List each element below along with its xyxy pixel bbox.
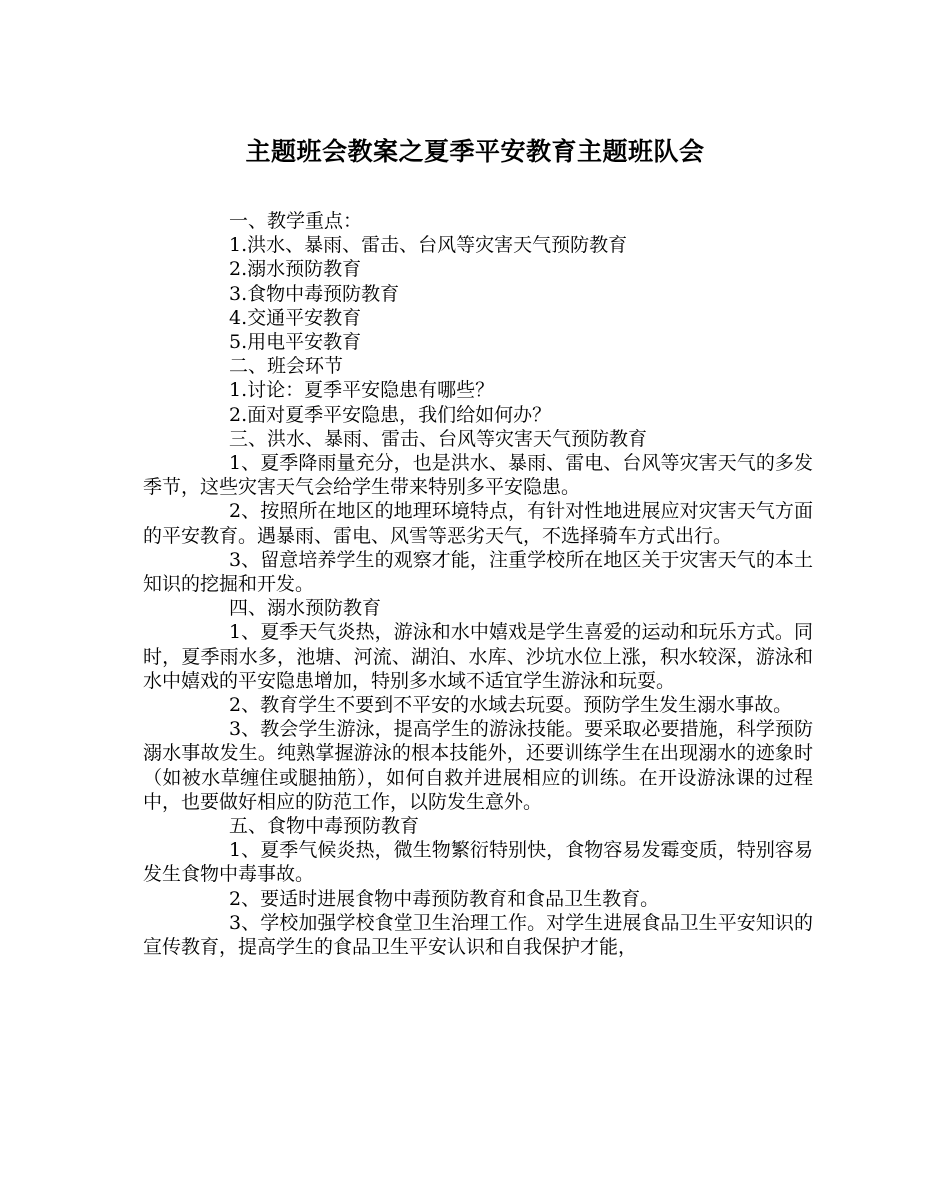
paragraph-food-2: 2、要适时进展食物中毒预防教育和食品卫生教育。: [229, 887, 660, 910]
paragraph-drowning-2: 2、教育学生不要到不平安的水域去玩耍。预防学生发生溺水事故。: [229, 694, 793, 717]
heading-teaching-focus: 一、教学重点：: [229, 210, 363, 232]
list-item-focus-4: 4.交通平安教育: [229, 306, 362, 329]
list-item-session-1: 1.讨论：夏季平安隐患有哪些？: [229, 379, 495, 402]
paragraph-drowning-1: 1、夏季天气炎热，游泳和水中嬉戏是学生喜爱的运动和玩乐方式。同时，夏季雨水多，池塘、河流、湖泊、水库、沙坑水位上涨，积水较深，游泳和水中嬉戏的平安隐患增加，特别多水域不适宜学生游泳和玩耍。: [143, 621, 813, 692]
list-item-focus-2: 2.溺水预防教育: [229, 258, 362, 281]
list-item-session-2: 2.面对夏季平安隐患，我们给如何办？: [229, 403, 552, 426]
list-item-focus-3: 3.食物中毒预防教育: [229, 282, 400, 305]
list-item-focus-1: 1.洪水、暴雨、雷击、台风等灾害天气预防教育: [229, 234, 628, 257]
document-title: 主题班会教案之夏季平安教育主题班队会: [245, 137, 705, 166]
paragraph-drowning-3: 3、教会学生游泳，提高学生的游泳技能。要采取必要措施，科学预防溺水事故发生。纯熟掌握游泳的根本技能外，还要训练学生在出现溺水的迹象时（如被水草缠住或腿抽筋），如何自救并进展相应的训练。在开设游泳课的过程中，也要做好相应的防范工作，以防发生意外。: [143, 718, 813, 813]
list-item-focus-5: 5.用电平安教育: [229, 331, 362, 354]
heading-drowning-prevention: 四、溺水预防教育: [229, 597, 382, 620]
heading-class-session: 二、班会环节: [229, 355, 344, 378]
paragraph-weather-3: 3、留意培养学生的观察才能，注重学校所在地区关于灾害天气的本土知识的挖掘和开发。: [143, 548, 813, 596]
paragraph-weather-1: 1、夏季降雨量充分，也是洪水、暴雨、雷电、台风等灾害天气的多发季节，这些灾害天气会给学生带来特别多平安隐患。: [143, 452, 813, 499]
heading-food-poisoning: 五、食物中毒预防教育: [229, 815, 420, 838]
paragraph-weather-2: 2、按照所在地区的地理环境特点，有针对性地进展应对灾害天气方面的平安教育。遇暴雨、雷电、风雪等恶劣天气，不选择骑车方式出行。: [143, 500, 813, 547]
document-body: [143, 209, 813, 959]
paragraph-food-1: 1、夏季气候炎热，微生物繁衍特别快，食物容易发霉变质，特别容易发生食物中毒事故。: [143, 839, 813, 886]
heading-weather-disaster: 三、洪水、暴雨、雷击、台风等灾害天气预防教育: [229, 427, 648, 450]
paragraph-food-3: 3、学校加强学校食堂卫生治理工作。对学生进展食品卫生平安知识的宣传教育，提高学生的食品卫生平安认识和自我保护才能，: [143, 911, 813, 959]
